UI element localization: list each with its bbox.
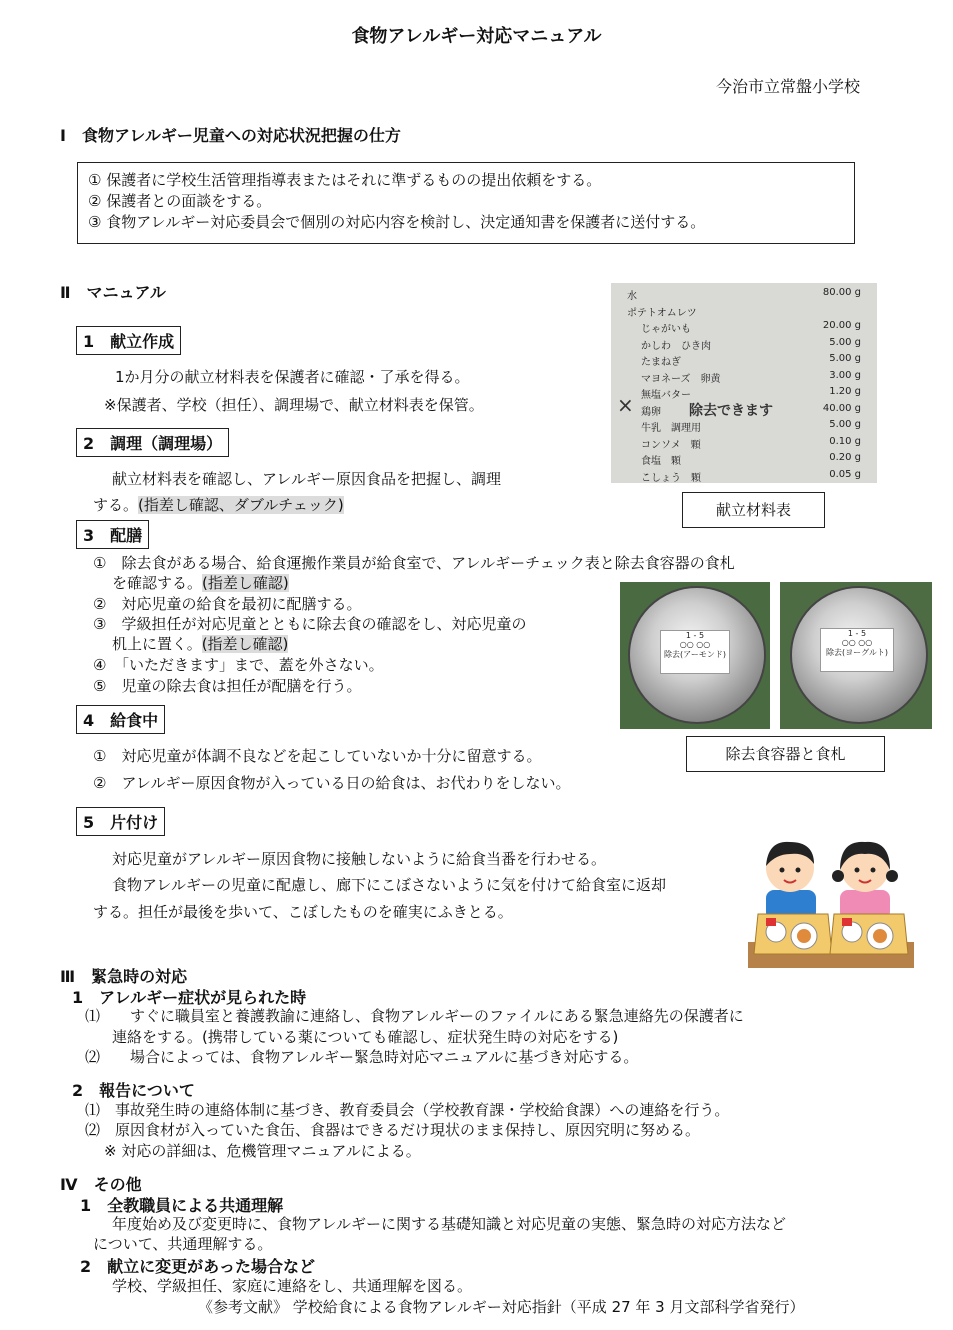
container-photo-left [620,582,770,729]
section-4-heading: Ⅳ その他 [60,1175,142,1194]
cleanup-line-1: 対応児童がアレルギー原因食物に接触しないように給食当番を行わせる。 [112,850,607,868]
menu-row-amount: 0.10 g [829,435,861,447]
common-understanding-line-2: について、共通理解する。 [93,1235,273,1253]
menu-row-name: じゃがいも [641,324,691,335]
during-lunch-item-1: ① 対応児童が体調不良などを起こしていないか十分に留意する。 [93,747,542,765]
container-photo-right [780,582,932,729]
meal-tag-left-name: ○○ ○○ [679,640,711,649]
menu-row-amount: 1.20 g [829,386,861,397]
menu-row-name: 無塩バター [641,390,691,401]
meal-tag-right-class: 1 - 5 [847,629,867,638]
children-lunch-illustration [748,830,914,970]
pointing-check-note-1: (指差し確認) [202,574,289,592]
report-item-1: ⑴ 事故発生時の連絡体制に基づき、教育委員会（学校教育課・学校給食課）への連絡を行う。 [85,1101,730,1119]
double-check-note: (指差し確認、ダブルチェック) [138,496,344,514]
subsection-2-label: 2 調理（調理場） [76,428,229,457]
menu-row-amount: 3.00 g [829,369,861,381]
menu-row-amount: 20.00 g [822,320,861,331]
emergency-item-2: ⑵ 場合によっては、食物アレルギー緊急時対応マニュアルに基づき対応する。 [85,1048,639,1066]
school-name: 今治市立常盤小学校 [716,77,861,96]
report-heading: 2 報告について [72,1081,195,1100]
container-caption: 除去食容器と食札 [686,736,885,772]
meal-tag-right-removal: 除去(ヨーグルト) [825,648,888,657]
menu-row-amount: 5.00 g [829,336,861,348]
menu-row-amount: 80.00 g [822,287,861,298]
menu-row-name: コンソメ 顆 [641,439,701,451]
menu-creation-line-1: 1か月分の献立材料表を保護者に確認・了承を得る。 [115,368,470,386]
section-1-heading: Ⅰ 食物アレルギー児童への対応状況把握の仕方 [60,126,401,145]
menu-row-amount: 0.20 g [829,452,861,463]
report-item-2: ⑵ 原因食材が入っていた食缶、食器はできるだけ現状のまま保持し、原因究明に努める。 [85,1121,701,1139]
menu-row-amount: 5.00 g [829,419,861,430]
menu-row-name: 牛乳 調理用 [641,423,701,434]
meal-tag-left [660,630,730,674]
pointing-check-note-2: (指差し確認) [201,635,289,653]
sec1-item-2: ② 保護者との面談をする。 [88,192,272,210]
section-3-heading: Ⅲ 緊急時の対応 [60,967,188,986]
meal-tag-left-class: 1 - 5 [685,631,705,640]
menu-row-name: 水 [627,291,637,302]
menu-row-name: 食塩 顆 [641,456,681,467]
section-1-box [77,162,855,244]
menu-creation-line-2: ※保護者、学校（担任）、調理場で、献立材料表を保管。 [104,396,484,414]
meal-tag-right [820,628,894,672]
page-title: 食物アレルギー対応マニュアル [351,26,602,47]
menu-change-line: 学校、学級担任、家庭に連絡をし、共通理解を図る。 [112,1277,473,1295]
sec1-item-1: ① 保護者に学校生活管理指導表またはそれに準ずるものの提出依頼をする。 [88,171,602,189]
report-note: ※ 対応の詳細は、危機管理マニュアルによる。 [104,1142,421,1160]
cleanup-line-2: 食物アレルギーの児童に配慮し、廊下にこぼさないように気を付けて給食室に返却 [112,876,667,894]
subsection-1-label: 1 献立作成 [76,326,181,355]
reference-note: 《参考文献》 学校給食による食物アレルギー対応指針（平成 27 年 3 月文部科学省発行） [198,1298,805,1316]
boy-illustration [766,842,816,920]
serving-item-3b-text: 机上に置く。 [112,635,202,653]
sec1-item-3: ③ 食物アレルギー対応委員会で個別の対応内容を検討し、決定通知書を保護者に送付する。 [88,213,706,231]
subsection-3-label: 3 配膳 [76,520,149,549]
handwritten-note: 除去できます [689,403,773,419]
allergy-symptom-heading: 1 アレルギー症状が見られた時 [72,988,307,1007]
common-understanding-line-1: 年度始め及び変更時に、食物アレルギーに関する基礎知識と対応児童の実態、緊急時の対応方法など [112,1215,787,1233]
serving-item-3a: ③ 学級担任が対応児童とともに除去食の確認をし、対応児童の [93,615,527,633]
meal-tag-right-name: ○○ ○○ [841,638,873,647]
menu-row-name: ポテトオムレツ [627,307,697,319]
menu-row-name: たまねぎ [641,357,681,368]
cleanup-line-3: する。担任が最後を歩いて、こぼしたものを確実にふきとる。 [93,903,513,921]
cooking-line-2-text: する。 [93,496,139,514]
emergency-item-1a: ⑴ すぐに職員室と養護教諭に連絡し、食物アレルギーのファイルにある緊急連絡先の保護者に [85,1007,744,1025]
subsection-4-label: 4 給食中 [76,705,165,734]
menu-row-name: こしょう 顆 [641,472,701,483]
menu-row-name: マヨネーズ 卵黄 [641,373,721,385]
cooking-line-2 [93,494,344,515]
girl-illustration [832,842,898,920]
serving-item-1b-text: を確認する。 [112,574,203,592]
serving-item-4: ④ 「いただきます」まで、蓋を外さない。 [93,656,384,674]
meal-tag-left-removal: 除去(アーモンド) [663,650,726,659]
section-2-heading: Ⅱ マニュアル [60,283,166,302]
serving-item-2: ② 対応児童の給食を最初に配膳する。 [93,595,362,613]
menu-materials-photo [611,283,877,483]
serving-item-3b [112,633,288,654]
menu-materials-caption: 献立材料表 [682,492,825,528]
cooking-line-1: 献立材料表を確認し、アレルギー原因食品を把握し、調理 [112,470,502,488]
menu-row-name: かしわ ひき肉 [641,340,711,352]
menu-row-name: 鶏卵 [641,406,661,418]
during-lunch-item-2: ② アレルギー原因食物が入っている日の給食は、お代わりをしない。 [93,774,571,792]
emergency-item-1b: 連絡をする。(携帯している薬についても確認し、症状発生時の対応をする) [112,1028,619,1046]
serving-item-1b [112,572,289,593]
serving-item-1a: ① 除去食がある場合、給食運搬作業員が給食室で、アレルギーチェック表と除去食容器の食札 [93,554,735,572]
menu-row-amount: 0.05 g [829,468,861,480]
serving-item-5: ⑤ 児童の除去食は担任が配膳を行う。 [93,677,362,695]
menu-change-heading: 2 献立に変更があった場合など [80,1257,315,1276]
subsection-5-label: 5 片付け [76,807,165,836]
common-understanding-heading: 1 全教職員による共通理解 [80,1196,284,1215]
menu-row-amount: 5.00 g [829,353,861,364]
menu-row-amount: 40.00 g [822,402,861,414]
cross-mark: × [617,393,634,417]
